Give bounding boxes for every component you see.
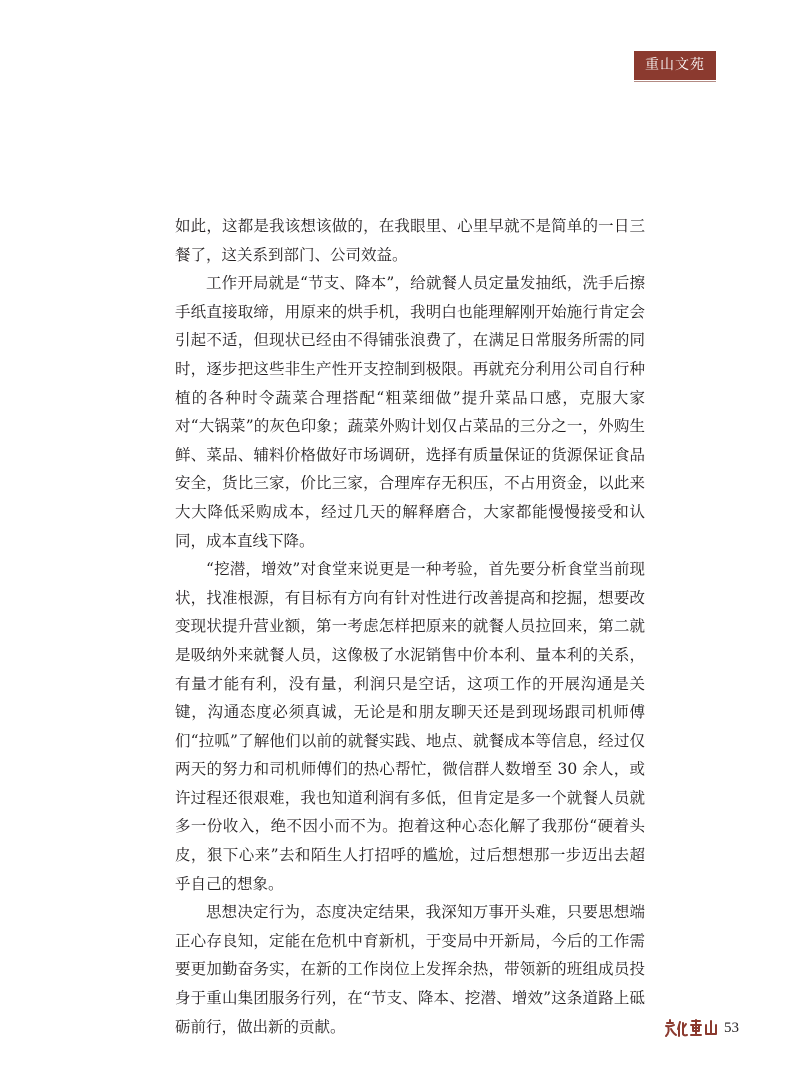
page-number: 53 [724,1020,739,1036]
section-tag-rule [634,81,716,82]
paragraph: 工作开局就是“节支、降本”，给就餐人员定量发抽纸，洗手后擦手纸直接取缔，用原来的烘手机，我明白也能理解刚开始施行肯定会引起不适，但现状已经由不得铺张浪费了，在满足日常服务所需的同时，逐步把这些非生产性开支控制到极限。再就充分利用公司自行种植的各种时令蔬菜合理搭配“粗菜细做”提升菜品口感，克服大家对“大锅菜”的灰色印象；蔬菜外购计划仅占菜品的三分之一，外购生鲜、菜品、辅料价格做好市场调研，选择有质量保证的货源保证食品安全，货比三家，价比三家，合理库存无积压，不占用资金，以此来大大降低采购成本，经过几天的解释磨合，大家都能慢慢接受和认同，成本直线下降。 [175,274,645,550]
paragraph: “挖潜，增效”对食堂来说更是一种考验，首先要分析食堂当前现状，找准根源，有目标有方向有针对性进行改善提高和挖掘，想要改变现状提升营业额，第一考虑怎样把原来的就餐人员拉回来，第二就是吸纳外来就餐人员，这像极了水泥销售中价本利、量本利的关系，有量才能有利，没有量，利润只是空话，这项工作的开展沟通是关键，沟通态度必须真诚，无论是和朋友聊天还是到现场跟司机师傅们“拉呱”了解他们以前的就餐实践、地点、就餐成本等信息，经过仅两天的努力和司机师傅们的热心帮忙，微信群人数增至 30 余人，或许过程还很艰难，我也知道利润有多低，但肯定是多一个就餐人员就多一份收入，绝不因小而不为。抱着这种心态化解了我那份“硬着头皮，狠下心来”去和陌生人打招呼的尴尬，过后想想那一步迈出去超乎自己的想象。 [175,560,645,893]
paragraph: 思想决定行为，态度决定结果，我深知万事开头难，只要思想端正心存良知，定能在危机中育新机，于变局中开新局，今后的工作需要更加勤奋务实，在新的工作岗位上发挥余热，带领新的班组成员投身于重山集团服务行列，在“节支、降本、挖潜、增效”这条道路上砥砺前行，做出新的贡献。 [175,903,645,1036]
culture-logo-icon [662,1017,720,1039]
section-tag: 重山文苑 [634,51,716,80]
paragraph-continued: 如此，这都是我该想该做的，在我眼里、心里早就不是简单的一日三餐了，这关系到部门、公司效益。 [175,217,645,264]
article-body [175,212,645,1041]
